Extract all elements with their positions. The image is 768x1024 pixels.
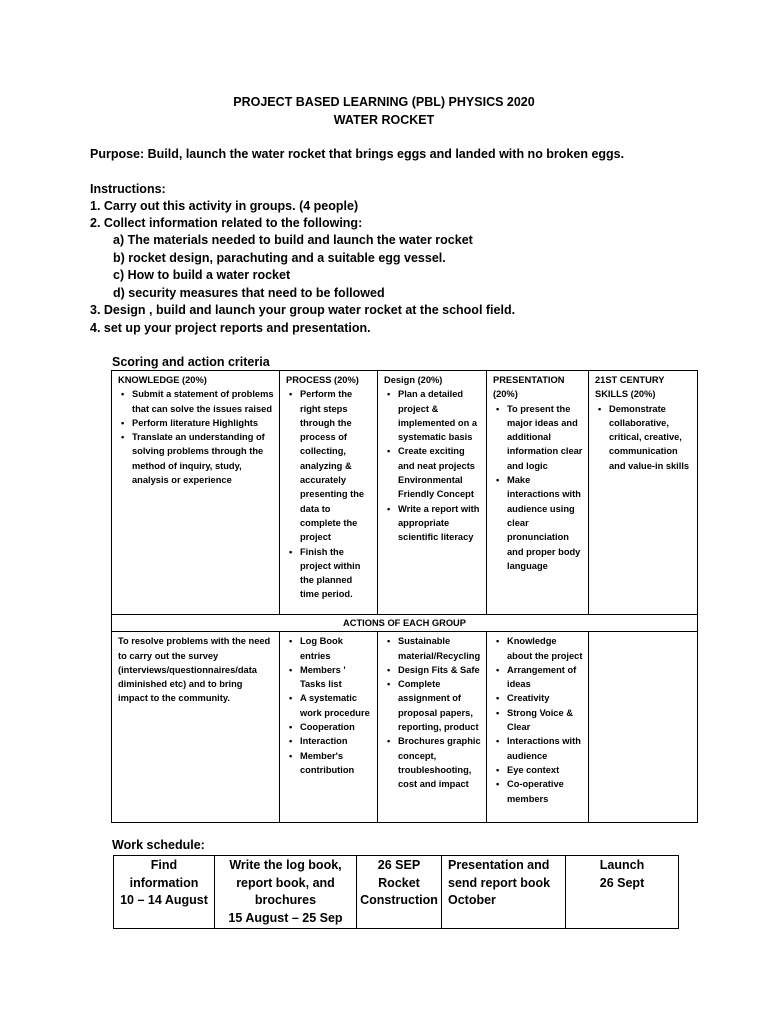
schedule-text: Presentation and	[448, 858, 550, 872]
schedule-text: 10 – 14 August	[120, 893, 208, 908]
schedule-title: Work schedule:	[112, 838, 205, 852]
process-item: • Finish the project within the planned time period.	[300, 545, 373, 602]
schedule-cell-logbook	[215, 856, 357, 929]
design-heading: Design (20%)	[384, 375, 443, 385]
actions-design-item: • Design Fits & Safe	[398, 663, 482, 677]
presentation-item: • To present the major ideas and additional information clear and logic	[507, 402, 584, 473]
schedule-cell-launch	[566, 856, 679, 929]
schedule-text: Write the log book,	[229, 858, 342, 872]
actions-presentation-item: • Interactions with audience	[507, 734, 584, 763]
actions-knowledge-text: To resolve problems with the need to carry out the survey (interviews/questionnaires/data diminished etc) and to bring impact to the community.	[118, 636, 271, 704]
purpose-text: Purpose: Build, launch the water rocket that brings eggs and landed with no broken eggs.	[90, 147, 625, 161]
doc-title: PROJECT BASED LEARNING (PBL) PHYSICS 2020	[233, 95, 535, 109]
actions-presentation-cell	[487, 632, 589, 823]
actions-process-item: • A systematic work procedure	[300, 691, 373, 720]
instruction-2a: a) The materials needed to build and launch the water rocket	[113, 233, 473, 247]
knowledge-cell	[112, 371, 280, 615]
instruction-2b: b) rocket design, parachuting and a suitable egg vessel.	[113, 251, 446, 265]
actions-presentation-item: • Co-operative members	[507, 777, 584, 806]
instruction-2d: d) security measures that need to be followed	[113, 286, 385, 300]
skills-item: • Demonstrate collaborative, critical, creative, communication and value-in skills	[609, 402, 693, 473]
actions-design-item: • Brochures graphic concept, troubleshooting, cost and impact	[398, 734, 482, 791]
actions-design-cell	[378, 632, 487, 823]
actions-process-item: • Cooperation	[300, 720, 373, 734]
presentation-item: • Make interactions with audience using clear pronunciation and proper body language	[507, 473, 584, 573]
process-heading: PROCESS (20%)	[286, 375, 359, 385]
schedule-text: Construction	[360, 893, 438, 908]
design-item: • Create exciting and neat projects Environmental Friendly Concept	[398, 444, 482, 501]
actions-knowledge-cell	[112, 632, 280, 823]
knowledge-item: • Translate an understanding of solving problems through the method of inquiry, study, analysis or experience	[132, 430, 275, 487]
instruction-4: 4. set up your project reports and presentation.	[90, 321, 371, 335]
instruction-3: 3. Design , build and launch your group water rocket at the school field.	[90, 303, 516, 317]
actions-presentation-item: • Knowledge about the project	[507, 634, 584, 663]
actions-presentation-item: • Arrangement of ideas	[507, 663, 584, 692]
criteria-title: Scoring and action criteria	[112, 355, 270, 369]
knowledge-item: • Submit a statement of problems that can solve the issues raised	[132, 387, 275, 416]
process-cell	[280, 371, 378, 615]
actions-presentation-item: • Creativity	[507, 691, 584, 705]
schedule-text: information	[129, 875, 199, 890]
schedule-text: 26 SEP	[377, 858, 421, 872]
schedule-text: Rocket	[378, 875, 420, 890]
schedule-text: 26 Sept	[599, 875, 645, 890]
actions-heading: ACTIONS OF EACH GROUP	[112, 615, 698, 632]
skills-cell	[589, 371, 698, 615]
instructions-heading: Instructions:	[90, 182, 166, 196]
design-cell	[378, 371, 487, 615]
actions-process-item: • Member's contribution	[300, 749, 373, 778]
actions-process-item: • Interaction	[300, 734, 373, 748]
schedule-table	[113, 855, 679, 929]
schedule-text: report book, and	[236, 875, 335, 890]
knowledge-item: • Perform literature Highlights	[132, 416, 275, 430]
design-item: • Plan a detailed project & implemented on a systematic basis	[398, 387, 482, 444]
criteria-row	[112, 371, 698, 615]
actions-design-item: • Complete assignment of proposal papers, reporting, product	[398, 677, 482, 734]
instruction-1: 1. Carry out this activity in groups. (4 people)	[90, 199, 359, 213]
instruction-2: 2. Collect information related to the following:	[90, 216, 363, 230]
actions-presentation-item: • Strong Voice & Clear	[507, 706, 584, 735]
knowledge-heading: KNOWLEDGE (20%)	[118, 375, 207, 385]
actions-design-item: • Sustainable material/Recycling	[398, 634, 482, 663]
schedule-text: Launch	[599, 858, 645, 872]
schedule-cell-find	[114, 856, 215, 929]
instruction-2c: c) How to build a water rocket	[113, 268, 291, 282]
actions-band-row	[112, 615, 698, 632]
schedule-text: send report book	[448, 875, 551, 890]
actions-presentation-item: • Eye context	[507, 763, 584, 777]
schedule-row	[114, 856, 679, 929]
design-item: • Write a report with appropriate scientific literacy	[398, 502, 482, 545]
skills-heading: 21ST CENTURY SKILLS (20%)	[595, 375, 665, 400]
schedule-cell-construction	[357, 856, 442, 929]
actions-skills-cell	[589, 632, 698, 823]
schedule-text: October	[448, 893, 496, 908]
presentation-cell	[487, 371, 589, 615]
schedule-cell-presentation	[442, 856, 566, 929]
actions-process-item: • Log Book entries	[300, 634, 373, 663]
process-item: • Perform the right steps through the process of collecting, analyzing & accurately presenting the data to complete the project	[300, 387, 373, 544]
schedule-text: 15 August – 25 Sep	[228, 910, 343, 925]
actions-process-item: • Members ' Tasks list	[300, 663, 373, 692]
doc-subtitle: WATER ROCKET	[333, 113, 435, 127]
actions-process-cell	[280, 632, 378, 823]
schedule-text: brochures	[254, 893, 317, 908]
schedule-text: Find	[150, 858, 178, 872]
actions-row	[112, 632, 698, 823]
criteria-table	[111, 370, 698, 823]
presentation-heading: PRESENTATION (20%)	[493, 375, 565, 400]
